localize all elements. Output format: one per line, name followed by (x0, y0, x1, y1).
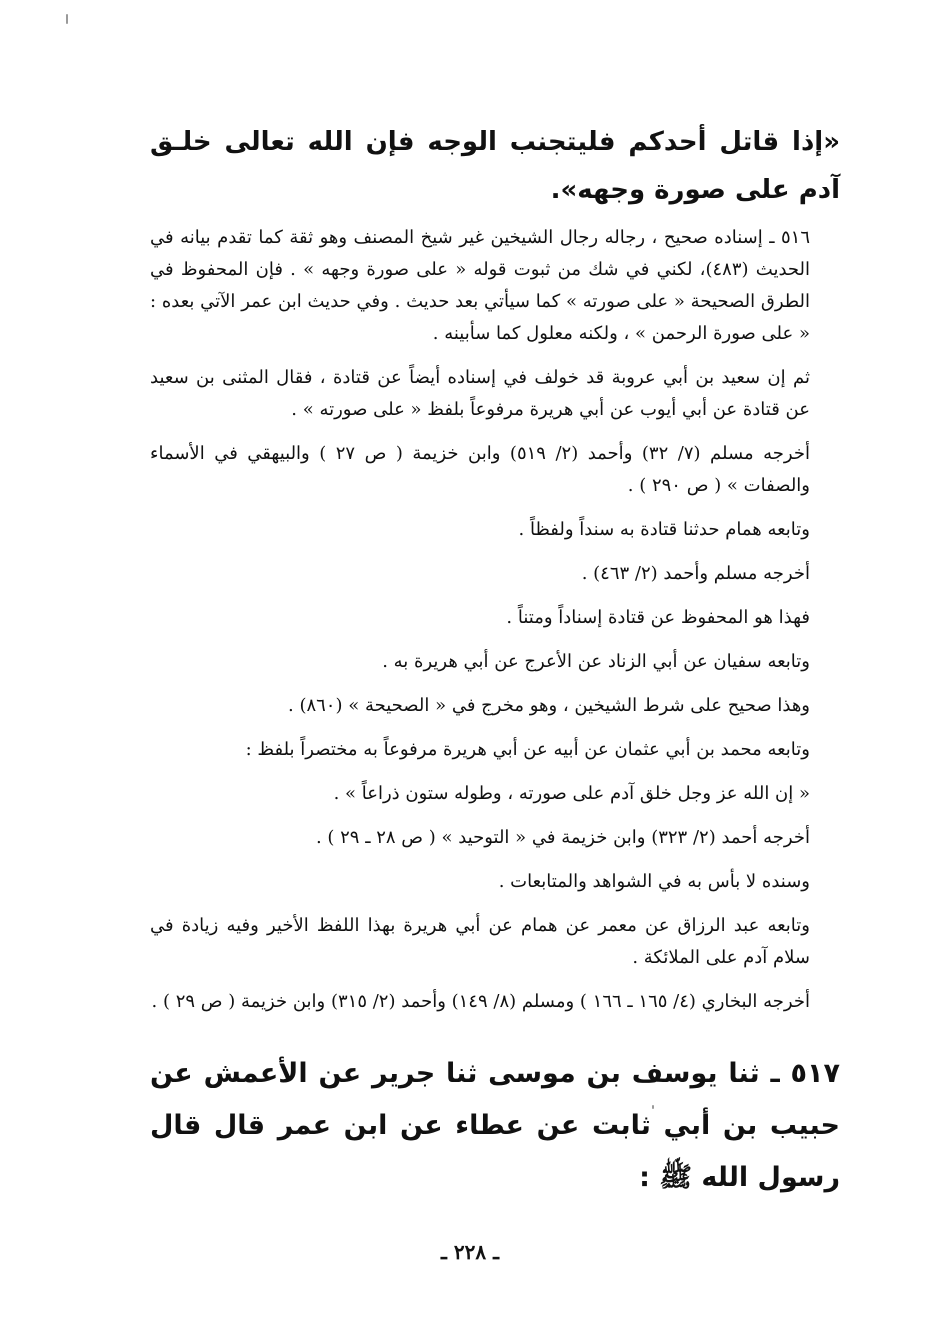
commentary-paragraph: ثم إن سعيد بن أبي عروبة قد خولف في إسناده أيضاً عن قتادة ، فقال المثنى بن سعيد عن قتادة عن أبي أيوب عن أبي هريرة مرفوعاً بلفظ « على صورته » . (150, 367, 810, 420)
commentary-paragraph: وتابعه عبد الرزاق عن معمر عن همام عن أبي هريرة بهذا اللفظ الأخير وفيه زيادة في سلام آدم على الملائكة . (150, 915, 810, 968)
page-body (150, 118, 840, 1204)
commentary-paragraph: فهذا هو المحفوظ عن قتادة إسناداً ومتناً . (506, 607, 810, 628)
commentary-paragraph: ٥١٦ ـ إسناده صحيح ، رجاله رجال الشيخين غير شيخ المصنف وهو ثقة كما تقدم بيانه في الحديث (٤٨٣)، لكني في شك من ثبوت قوله « على صورة وجهه » . فإن المحفوظ في الطرق الصحيحة « على صورته » كما سيأتي بعد حديث . وفي حديث ابن عمر الآتي بعده : « على صورة الرحمن » ، ولكنه معلول كما سأبينه . (150, 227, 811, 344)
quoted-hadith: « إن الله عز وجل خلق آدم على صورته ، وطوله ستون ذراعاً » . (333, 783, 810, 804)
commentary-paragraph: أخرجه مسلم (٧/ ٣٢) وأحمد (٢/ ٥١٩) وابن خزيمة ( ص ٢٧ ) والبيهقي في الأسماء والصفات » ( ص ٢٩٠ ) . (150, 443, 810, 496)
commentary-paragraph: وتابعه همام حدثنا قتادة به سنداً ولفظاً . (518, 519, 810, 540)
commentary-paragraph: وهذا صحيح على شرط الشيخين ، وهو مخرج في « الصحيحة » (٨٦٠) . (288, 695, 810, 716)
commentary-paragraph: وتابعه محمد بن أبي عثمان عن أبيه عن أبي هريرة مرفوعاً به مختصراً بلفظ : (245, 739, 810, 760)
commentary (150, 222, 840, 1018)
scan-speck (66, 14, 68, 24)
commentary-paragraph: أخرجه البخاري (٤/ ١٦٥ ـ ١٦٦ ) ومسلم (٨/ ١٤٩) وأحمد (٢/ ٣١٥) وابن خزيمة ( ص ٢٩ ) . (151, 991, 810, 1012)
hadith-text-heading: «إذا قاتل أحدكم فليتجنب الوجه فإن الله تعالى خلـق آدم على صورة وجهه». (150, 127, 840, 205)
commentary-paragraph: وسنده لا بأس به في الشواهد والمتابعات . (498, 871, 810, 892)
commentary-paragraph: وتابعه سفيان عن أبي الزناد عن الأعرج عن أبي هريرة به . (382, 651, 810, 672)
hadith-517-heading: ٥١٧ ـ ثنا يوسف بن موسى ثنا جرير عن الأعمش عن حبيب بن أبي ثابت عن عطاء عن ابن عمر قال قال رسول الله ﷺ : (150, 1058, 840, 1193)
page-number: ـ ٢٢٨ ـ (441, 1240, 499, 1264)
commentary-paragraph: أخرجه أحمد (٢/ ٣٢٣) وابن خزيمة في « التوحيد » ( ص ٢٨ ـ ٢٩ ) . (315, 827, 810, 848)
commentary-paragraph: أخرجه مسلم وأحمد (٢/ ٤٦٣) . (581, 563, 810, 584)
